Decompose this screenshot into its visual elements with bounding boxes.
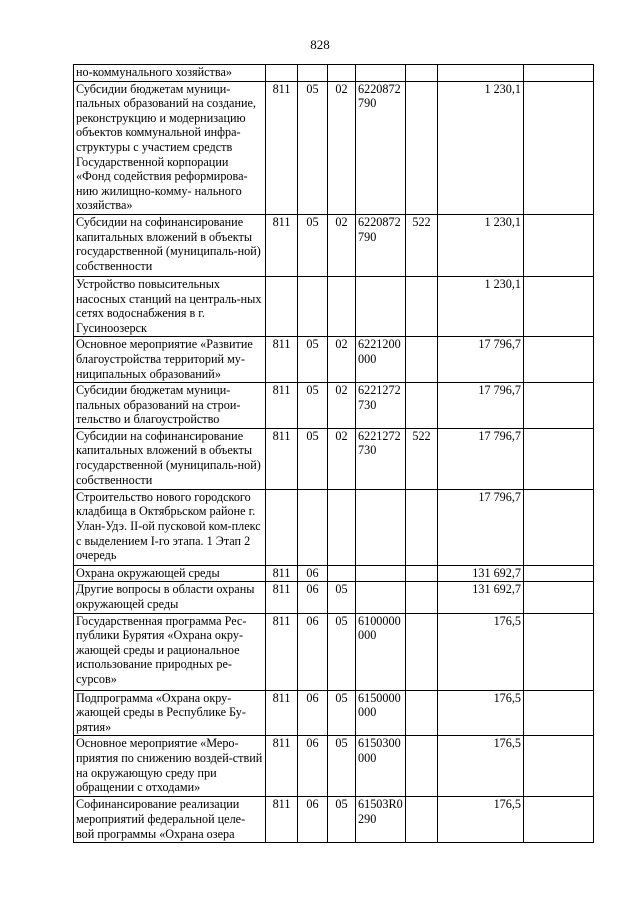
row-ved: 811 <box>266 337 298 383</box>
row-name: Субсидии на софинансирование капитальных вложений в объекты государственной (муниципаль-ной) собственности <box>74 214 266 276</box>
row-ved: 811 <box>266 214 298 276</box>
row-rz: 05 <box>298 81 328 214</box>
row-csr <box>356 565 406 582</box>
row-ved: 811 <box>266 81 298 214</box>
row-pr <box>328 565 356 582</box>
row-ved <box>266 489 298 565</box>
table-body <box>74 65 594 843</box>
row-pr: 02 <box>328 428 356 489</box>
row-rz: 05 <box>298 428 328 489</box>
row-pr: 05 <box>328 736 356 797</box>
row-rz: 05 <box>298 214 328 276</box>
row-ved: 811 <box>266 582 298 613</box>
row-ved: 811 <box>266 690 298 736</box>
row-name: Основное мероприятие «Развитие благоустройства территорий му-ниципальных образований» <box>74 337 266 383</box>
row-amount: 1 230,1 <box>438 81 524 214</box>
row-rz: 06 <box>298 613 328 690</box>
row-extra <box>524 613 594 690</box>
table-row <box>74 736 594 797</box>
row-amount: 17 796,7 <box>438 383 524 429</box>
row-amount: 17 796,7 <box>438 489 524 565</box>
row-vr <box>406 613 438 690</box>
row-csr: 6220872 790 <box>356 214 406 276</box>
row-vr <box>406 383 438 429</box>
row-amount: 131 692,7 <box>438 582 524 613</box>
row-extra <box>524 214 594 276</box>
row-name: Основное мероприятие «Меро-приятия по снижению воздей-ствий на окружающую среду при обращении с отходами» <box>74 736 266 797</box>
row-extra <box>524 582 594 613</box>
row-pr <box>328 276 356 336</box>
budget-table <box>73 64 594 843</box>
row-rz <box>298 276 328 336</box>
table-row <box>74 613 594 690</box>
row-extra <box>524 736 594 797</box>
row-rz: 05 <box>298 383 328 429</box>
row-ved: 811 <box>266 736 298 797</box>
row-vr <box>406 736 438 797</box>
row-rz: 06 <box>298 582 328 613</box>
row-ved: 811 <box>266 797 298 843</box>
row-amount: 176,5 <box>438 613 524 690</box>
row-amount: 176,5 <box>438 690 524 736</box>
row-rz: 05 <box>298 337 328 383</box>
row-pr: 02 <box>328 383 356 429</box>
row-name: но-коммунального хозяйства» <box>74 65 266 82</box>
row-rz: 06 <box>298 565 328 582</box>
row-rz: 06 <box>298 797 328 843</box>
row-csr: 6150300 000 <box>356 736 406 797</box>
row-pr <box>328 489 356 565</box>
row-csr <box>356 489 406 565</box>
row-csr <box>356 582 406 613</box>
table-row <box>74 565 594 582</box>
table-row <box>74 65 594 82</box>
row-csr: 6100000 000 <box>356 613 406 690</box>
row-name: Государственная программа Рес-публики Бурятия «Охрана окру-жающей среды и рациональное использование природных ре-сурсов» <box>74 613 266 690</box>
row-amount: 176,5 <box>438 797 524 843</box>
row-rz: 06 <box>298 736 328 797</box>
row-rz: 06 <box>298 690 328 736</box>
row-vr <box>406 489 438 565</box>
row-pr: 02 <box>328 81 356 214</box>
row-extra <box>524 81 594 214</box>
row-csr: 6221272 730 <box>356 428 406 489</box>
row-rz <box>298 65 328 82</box>
row-amount: 17 796,7 <box>438 428 524 489</box>
row-amount: 17 796,7 <box>438 337 524 383</box>
row-pr <box>328 65 356 82</box>
table-row <box>74 690 594 736</box>
row-csr <box>356 65 406 82</box>
row-csr <box>356 276 406 336</box>
row-csr: 6220872 790 <box>356 81 406 214</box>
row-extra <box>524 65 594 82</box>
row-extra <box>524 383 594 429</box>
row-amount: 1 230,1 <box>438 214 524 276</box>
row-name: Устройство повысительных насосных станций на централь-ных сетях водоснабжения в г. Гусиноозерск <box>74 276 266 336</box>
row-amount <box>438 65 524 82</box>
row-vr <box>406 337 438 383</box>
row-ved <box>266 276 298 336</box>
row-vr <box>406 276 438 336</box>
table-row <box>74 214 594 276</box>
row-name: Субсидии на софинансирование капитальных вложений в объекты государственной (муниципаль-ной) собственности <box>74 428 266 489</box>
row-csr: 6150000 000 <box>356 690 406 736</box>
row-extra <box>524 797 594 843</box>
row-pr: 02 <box>328 214 356 276</box>
table-row <box>74 797 594 843</box>
table-row <box>74 489 594 565</box>
row-amount: 1 230,1 <box>438 276 524 336</box>
row-name: Строительство нового городского кладбища в Октябрьском районе г. Улан-Удэ. II-ой пусковой ком-плекс с выделением I-го этапа. 1 Этап 2 очередь <box>74 489 266 565</box>
row-vr <box>406 797 438 843</box>
row-rz <box>298 489 328 565</box>
row-vr <box>406 582 438 613</box>
table-row <box>74 337 594 383</box>
row-pr: 05 <box>328 613 356 690</box>
row-amount: 131 692,7 <box>438 565 524 582</box>
row-extra <box>524 337 594 383</box>
table-row <box>74 81 594 214</box>
row-vr <box>406 565 438 582</box>
row-pr: 05 <box>328 690 356 736</box>
row-vr <box>406 690 438 736</box>
row-vr <box>406 81 438 214</box>
row-pr: 02 <box>328 337 356 383</box>
row-name: Охрана окружающей среды <box>74 565 266 582</box>
row-name: Субсидии бюджетам муници-пальных образований на создание, реконструкцию и модернизацию объектов коммунальной инфра-структуры с участием средств Государственной корпорации «Фонд содействия реформирова-нию жилищно-комму- нального хозяйства» <box>74 81 266 214</box>
row-vr: 522 <box>406 214 438 276</box>
row-amount: 176,5 <box>438 736 524 797</box>
row-vr <box>406 65 438 82</box>
row-name: Софинансирование реализации мероприятий федеральной целе-вой программы «Охрана озера <box>74 797 266 843</box>
row-csr: 6221272 730 <box>356 383 406 429</box>
table-row <box>74 276 594 336</box>
row-name: Субсидии бюджетам муници-пальных образований на строи-тельство и благоустройство <box>74 383 266 429</box>
page-number: 828 <box>310 37 330 52</box>
row-extra <box>524 428 594 489</box>
row-extra <box>524 489 594 565</box>
row-ved <box>266 65 298 82</box>
row-extra <box>524 565 594 582</box>
table-row <box>74 428 594 489</box>
row-pr: 05 <box>328 582 356 613</box>
row-ved: 811 <box>266 613 298 690</box>
row-pr: 05 <box>328 797 356 843</box>
row-name: Подпрограмма «Охрана окру-жающей среды в Республике Бу-рятия» <box>74 690 266 736</box>
row-ved: 811 <box>266 383 298 429</box>
row-extra <box>524 690 594 736</box>
table-row <box>74 383 594 429</box>
row-name: Другие вопросы в области охраны окружающей среды <box>74 582 266 613</box>
row-ved: 811 <box>266 428 298 489</box>
row-ved: 811 <box>266 565 298 582</box>
row-csr: 6221200 000 <box>356 337 406 383</box>
row-vr: 522 <box>406 428 438 489</box>
row-extra <box>524 276 594 336</box>
table-row <box>74 582 594 613</box>
row-csr: 61503R0 290 <box>356 797 406 843</box>
